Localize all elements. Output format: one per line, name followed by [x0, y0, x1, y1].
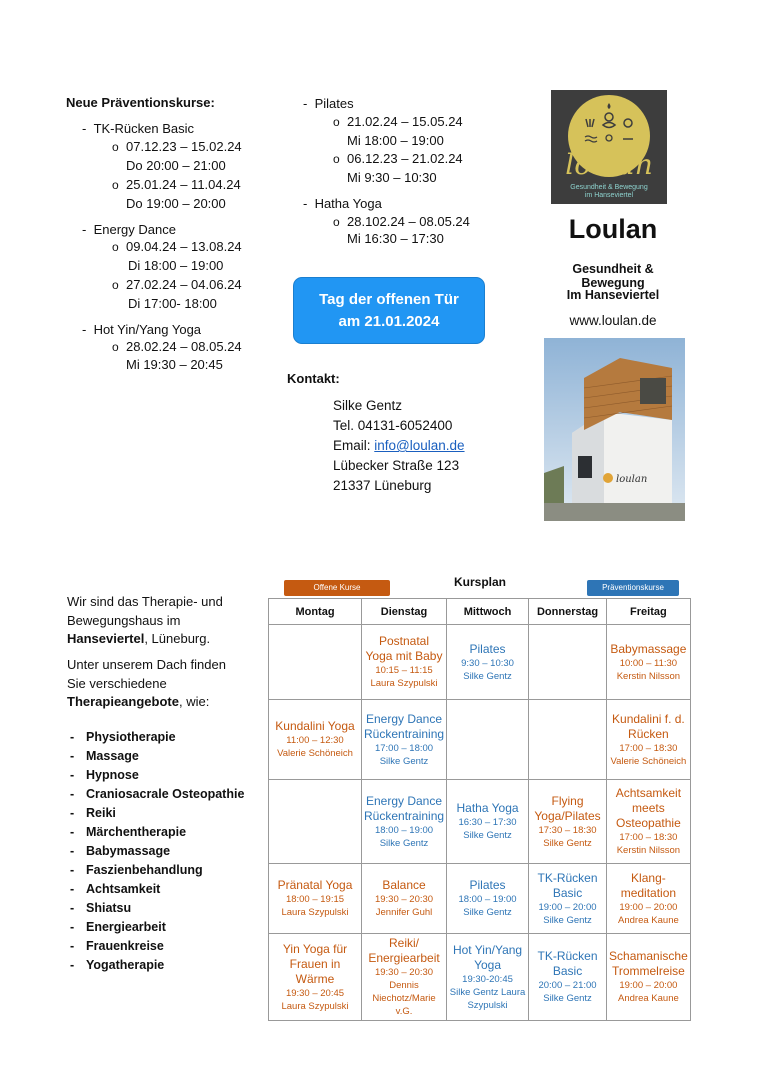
empty-cell — [529, 625, 607, 700]
therapy-name: Märchentherapie — [86, 825, 187, 839]
course-cell — [607, 864, 691, 934]
therapy-item — [70, 956, 260, 975]
course-time: 11:00 – 12:30 — [286, 735, 344, 746]
open-day-date: am 21.01.2024 — [338, 312, 440, 330]
therapy-item — [70, 899, 260, 918]
course-teacher: Silke Gentz — [463, 830, 512, 841]
therapy-item — [70, 842, 260, 861]
day-header: Montag — [269, 599, 362, 625]
therapy-name: Faszienbehandlung — [86, 863, 203, 877]
email-prefix: Email: — [333, 438, 375, 453]
course-time: Mi 18:00 – 19:00 — [347, 133, 444, 148]
course-cell — [529, 864, 607, 934]
list-dash: - — [70, 939, 75, 953]
legend-prevention-courses: Präventionskurse — [587, 580, 679, 596]
therapy-item — [70, 918, 260, 937]
list-dash: - — [70, 787, 75, 801]
course-teacher: Silke Gentz — [543, 914, 592, 926]
therapy-name: Frauenkreise — [86, 939, 164, 953]
course-name: TK-Rücken Basic — [537, 870, 598, 900]
brand-tagline: Gesundheit & Bewegung — [572, 262, 654, 290]
list-dash: - — [70, 749, 75, 763]
empty-cell — [269, 780, 362, 864]
brand-name: Loulan — [568, 214, 658, 244]
course-teacher: Laura Szypulski — [370, 678, 438, 689]
day-header: Freitag — [607, 599, 691, 625]
bullet-icon: o — [333, 115, 340, 129]
course-time: Mi 16:30 – 17:30 — [347, 231, 444, 246]
bullet-icon: o — [333, 152, 340, 166]
course-date-range: 06.12.23 – 21.02.24 — [347, 151, 463, 166]
course-name: Achtsamkeit meets Osteopathie — [615, 786, 682, 830]
course-cell — [447, 780, 529, 864]
schedule-row — [269, 864, 691, 934]
course-time: 17:30 – 18:30 — [538, 824, 597, 836]
course-cell — [607, 700, 691, 780]
course-time: 19:30 – 20:45 — [285, 987, 345, 999]
course-name: Energy Dance Rückentraining — [364, 711, 445, 741]
course-hatha-yoga: - Hatha Yoga — [303, 196, 382, 211]
course-teacher: Kerstin Nilsson — [616, 670, 681, 682]
brand-location: Im Hanseviertel — [566, 288, 660, 302]
course-teacher: Laura Szypulski — [281, 907, 349, 918]
intro-highlight: Hanseviertel — [67, 631, 145, 646]
therapy-name: Hypnose — [86, 768, 139, 782]
day-header: Dienstag — [362, 599, 447, 625]
therapy-item — [70, 747, 260, 766]
therapy-name: Physiotherapie — [86, 730, 176, 744]
logo-subtitle: Gesundheit & Bewegung — [570, 184, 648, 191]
contact-heading: Kontakt: — [287, 371, 340, 386]
course-name: Energy Dance Rückentraining — [364, 793, 445, 823]
course-name: Hot Yin/Yang Yoga — [452, 942, 523, 972]
course-name: Reiki/ Energiearbeit — [368, 936, 440, 965]
schedule-title: Kursplan — [454, 575, 507, 589]
list-dash: - — [70, 844, 75, 858]
course-time: Mi 9:30 – 10:30 — [347, 170, 437, 185]
contact-name: Silke Gentz — [333, 398, 403, 413]
course-teacher: Andrea Kaune — [618, 914, 679, 926]
course-time: 18:00 – 19:15 — [285, 894, 345, 905]
contact-email-line — [333, 436, 465, 456]
course-cell — [529, 934, 607, 1021]
course-teacher: Silke Gentz — [463, 670, 512, 682]
prevention-heading: Neue Präventionskurse: — [66, 95, 215, 110]
course-cell — [362, 700, 447, 780]
bullet-icon: o — [112, 140, 119, 154]
course-name: Balance — [382, 878, 426, 892]
list-dash: - — [70, 863, 75, 877]
course-name: Klang-meditation — [620, 870, 677, 900]
bullet-icon: o — [112, 178, 119, 192]
empty-cell — [529, 700, 607, 780]
course-time: 19:00 – 20:00 — [538, 901, 597, 913]
course-teacher: Valerie Schöneich — [277, 748, 353, 759]
empty-cell — [447, 700, 529, 780]
list-dash: - — [70, 768, 75, 782]
day-header: Donnerstag — [529, 599, 607, 625]
intro-text: Unter unserem Dach finden Sie verschiedene — [67, 657, 226, 691]
therapy-name: Achtsamkeit — [86, 882, 161, 896]
contact-street: Lübecker Straße 123 — [333, 458, 460, 473]
list-dash: - — [70, 958, 75, 972]
therapy-item — [70, 766, 260, 785]
course-teacher: Silke Gentz — [379, 755, 429, 767]
course-time: 16:30 – 17:30 — [458, 817, 517, 828]
list-dash: - — [70, 825, 75, 839]
course-cell — [269, 934, 362, 1021]
course-time: 20:00 – 21:00 — [538, 980, 597, 991]
therapy-item — [70, 823, 260, 842]
course-cell — [447, 864, 529, 934]
course-name: Yin Yoga für Frauen in Wärme — [282, 941, 348, 986]
course-name: Schamanische Trommelreise — [609, 949, 688, 978]
list-dash: - — [70, 806, 75, 820]
course-time: 19:00 – 20:00 — [619, 901, 678, 913]
therapy-name: Reiki — [86, 806, 116, 820]
therapy-name: Shiatsu — [86, 901, 132, 915]
course-cell — [447, 625, 529, 700]
course-time: 17:00 – 18:30 — [619, 742, 678, 754]
course-teacher: Silke Gentz — [379, 837, 429, 849]
course-teacher: Silke Gentz — [463, 907, 512, 918]
list-dash: - — [70, 901, 75, 915]
bullet-icon: o — [112, 278, 119, 292]
therapy-item — [70, 861, 260, 880]
course-name: Pränatal Yoga — [277, 878, 353, 892]
course-cell — [607, 780, 691, 864]
course-date-range: 21.02.24 – 15.05.24 — [347, 114, 463, 129]
course-teacher: Kerstin Nilsson — [616, 845, 681, 856]
brand-url[interactable]: www.loulan.de — [569, 313, 657, 328]
intro-text: , Lüneburg. — [144, 631, 211, 646]
course-name: Kundalini f. d. Rücken — [612, 711, 685, 741]
day-header: Mittwoch — [447, 599, 529, 625]
bullet-icon: o — [112, 240, 119, 254]
therapy-name: Craniosacrale Osteopathie — [86, 787, 245, 801]
course-cell — [607, 934, 691, 1021]
course-time: Di 18:00 – 19:00 — [128, 258, 224, 273]
therapy-name: Babymassage — [86, 844, 171, 858]
course-teacher: Andrea Kaune — [618, 993, 679, 1004]
course-cell — [269, 700, 362, 780]
course-cell — [362, 780, 447, 864]
contact-block — [333, 396, 465, 496]
course-date-range: 25.01.24 – 11.04.24 — [126, 177, 241, 192]
bullet-icon: o — [333, 215, 340, 229]
open-day-title: Tag der offenen Tür — [319, 290, 459, 308]
course-name: Kundalini Yoga — [275, 719, 355, 733]
therapy-name: Energiearbeit — [86, 920, 166, 934]
logo-subtitle-2: im Hanseviertel — [584, 192, 634, 199]
logo-wordmark: loulan — [565, 148, 653, 181]
course-teacher: Valerie Schöneich — [610, 755, 687, 767]
photo-sign-text: loulan — [616, 474, 648, 485]
course-time: 18:00 – 19:00 — [374, 824, 434, 836]
intro-text: Wir sind das Therapie- und Bewegungshaus im — [67, 594, 223, 628]
course-time: 18:00 – 19:00 — [458, 894, 517, 905]
course-time: 10:00 – 11:30 — [619, 657, 678, 669]
therapy-item — [70, 785, 260, 804]
course-name: Babymassage — [610, 641, 687, 656]
course-cell — [447, 934, 529, 1021]
course-cell — [362, 864, 447, 934]
course-name: TK-Rücken Basic — [537, 949, 598, 978]
course-date-range: 27.02.24 – 04.06.24 — [126, 277, 242, 292]
course-cell — [269, 864, 362, 934]
schedule-row — [269, 625, 691, 700]
list-dash: - — [70, 882, 75, 896]
loulan-logo — [551, 90, 667, 204]
therapy-list — [70, 728, 260, 975]
course-time: 19:30 – 20:30 — [374, 967, 434, 978]
schedule-row — [269, 780, 691, 864]
course-tk-ruecken: - TK-Rücken Basic — [82, 121, 194, 136]
legend-open-courses: Offene Kurse — [284, 580, 390, 596]
course-pilates: - Pilates — [303, 96, 354, 111]
schedule-table — [268, 598, 691, 1021]
therapy-name: Yogatherapie — [86, 958, 165, 972]
course-name: Pilates — [469, 878, 506, 892]
course-hot-yin-yang: - Hot Yin/Yang Yoga — [82, 322, 202, 337]
course-teacher: Laura Szypulski — [281, 1000, 349, 1012]
course-date-range: 07.12.23 – 15.02.24 — [126, 139, 242, 154]
course-time: 17:00 – 18:30 — [619, 832, 678, 843]
intro-text: , wie: — [178, 694, 210, 709]
empty-cell — [269, 625, 362, 700]
intro-highlight: Therapieangebote — [67, 694, 179, 709]
course-time: 19:00 – 20:00 — [619, 980, 678, 991]
course-time: Do 20:00 – 21:00 — [126, 158, 226, 173]
schedule-row — [269, 700, 691, 780]
course-cell — [529, 780, 607, 864]
intro-paragraph-1 — [67, 593, 257, 649]
therapy-item — [70, 728, 260, 747]
contact-email-link[interactable]: info@loulan.de — [374, 438, 465, 453]
schedule-row — [269, 934, 691, 1021]
course-time: 9:30 – 10:30 — [461, 657, 514, 669]
course-date-range: 28.102.24 – 08.05.24 — [347, 214, 470, 229]
bullet-icon: o — [112, 340, 119, 354]
course-name: Flying Yoga/Pilates — [534, 793, 601, 823]
course-time: Di 17:00- 18:00 — [128, 296, 217, 311]
open-day-banner — [293, 277, 485, 344]
course-energy-dance: - Energy Dance — [82, 222, 176, 237]
contact-city: 21337 Lüneburg — [333, 478, 432, 493]
intro-paragraph-2 — [67, 656, 242, 712]
course-time: 19:30-20:45 — [462, 973, 513, 985]
course-time: 19:30 – 20:30 — [374, 894, 434, 905]
course-teacher: Silke Gentz — [543, 993, 592, 1004]
course-name: Pilates — [469, 641, 506, 656]
course-cell — [607, 625, 691, 700]
course-teacher: Silke Gentz Laura Szypulski — [449, 986, 526, 1011]
therapy-item — [70, 937, 260, 956]
course-time: 10:15 – 11:15 — [375, 665, 433, 676]
therapy-item — [70, 880, 260, 899]
contact-phone: Tel. 04131-6052400 — [333, 418, 453, 433]
therapy-item — [70, 804, 260, 823]
course-cell — [362, 934, 447, 1021]
list-dash: - — [70, 920, 75, 934]
course-time: 17:00 – 18:00 — [374, 742, 434, 754]
course-cell — [362, 625, 447, 700]
therapy-name: Massage — [86, 749, 139, 763]
course-teacher: Silke Gentz — [543, 837, 592, 849]
course-date-range: 28.02.24 – 08.05.24 — [126, 339, 242, 354]
course-teacher: Dennis Niechotz/Marie v.G. — [372, 980, 436, 1017]
course-date-range: 09.04.24 – 13.08.24 — [126, 239, 242, 254]
course-teacher: Jennifer Guhl — [375, 907, 433, 918]
course-time: Do 19:00 – 20:00 — [126, 196, 226, 211]
list-dash: - — [70, 730, 75, 744]
building-photo — [544, 338, 685, 521]
course-time: Mi 19:30 – 20:45 — [126, 357, 223, 372]
course-name: Hatha Yoga — [456, 801, 519, 815]
course-name: Postnatal Yoga mit Baby — [365, 634, 443, 663]
